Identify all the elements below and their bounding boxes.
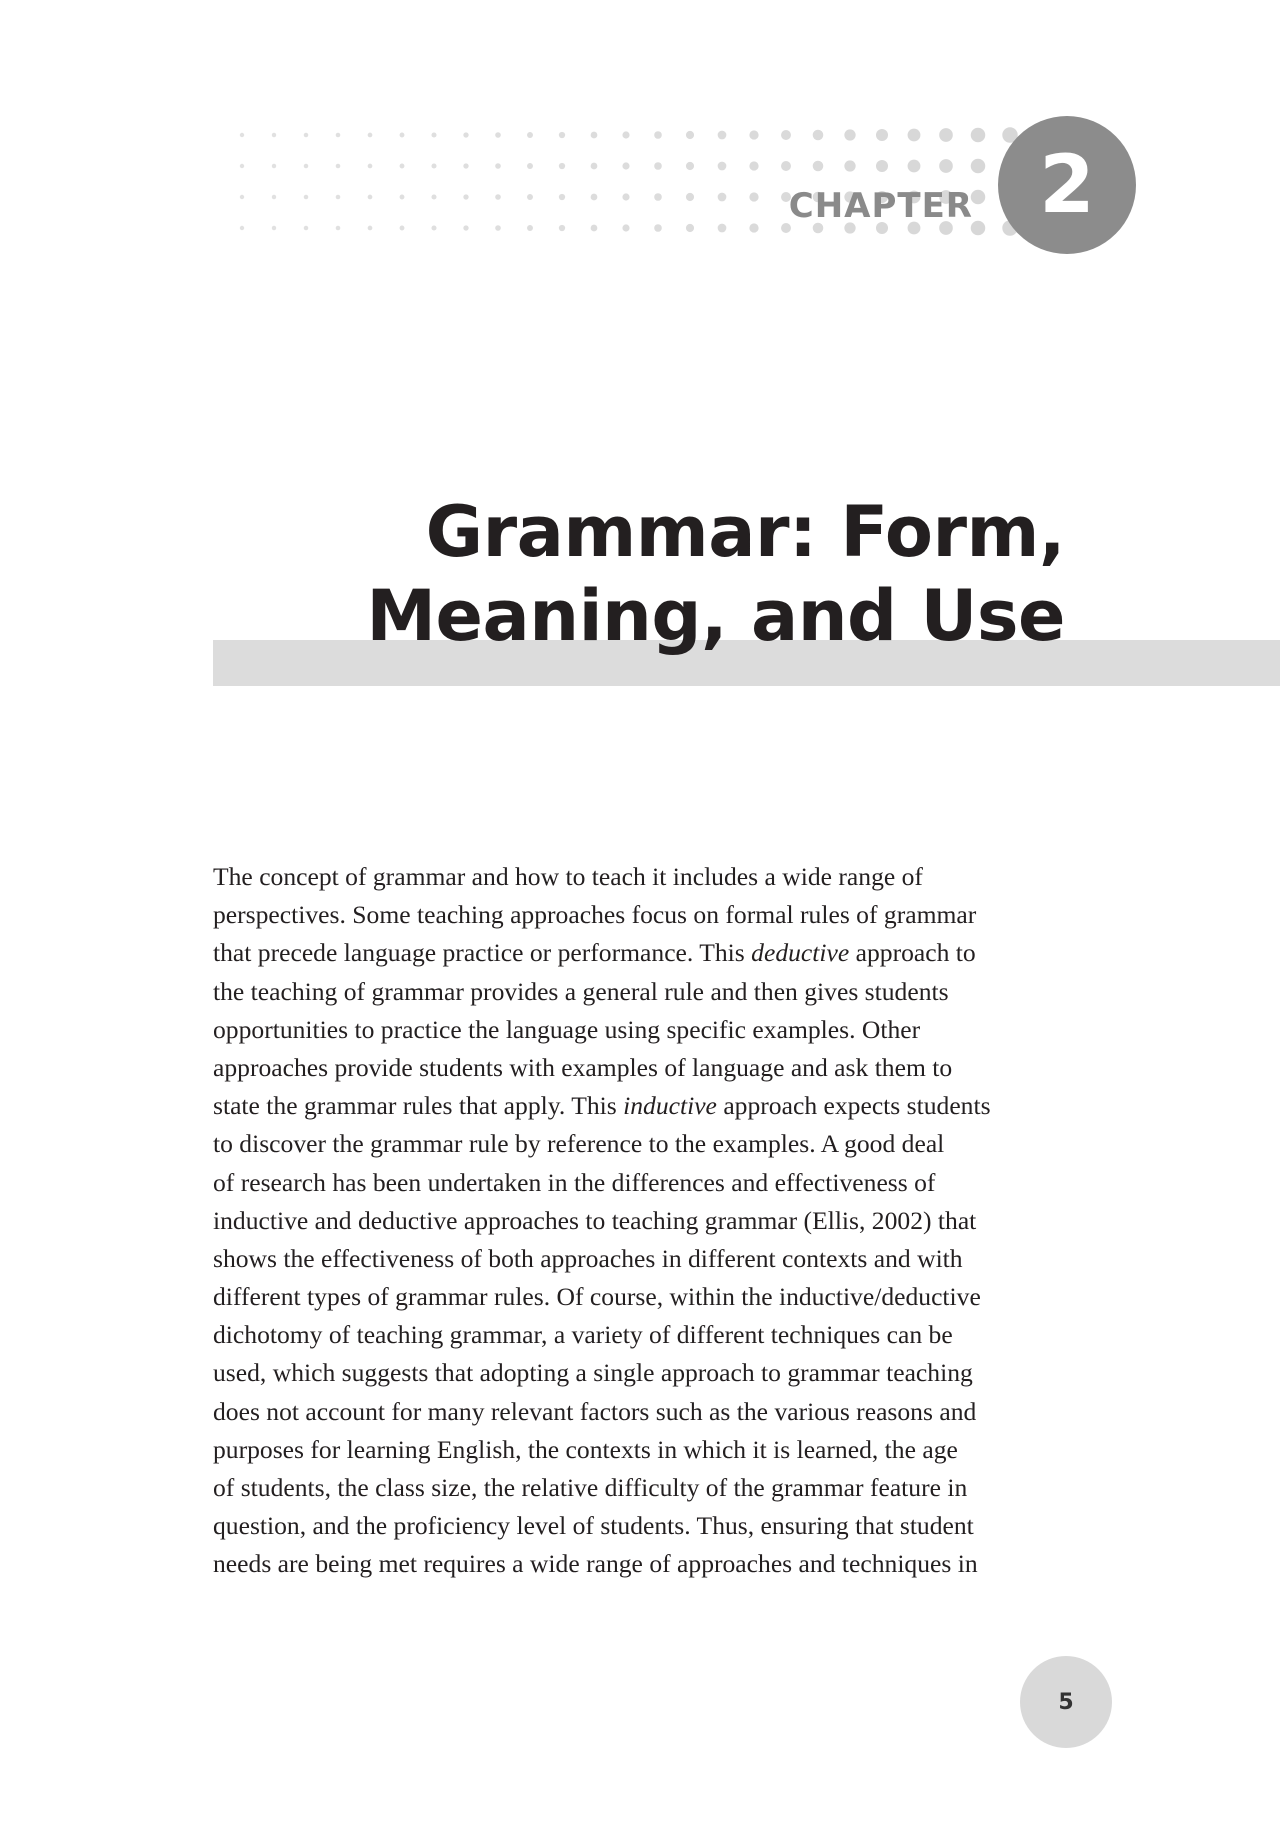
chapter-title <box>165 490 1065 658</box>
body-line <box>213 1431 1073 1469</box>
chapter-title-line-1: Grammar: Form, <box>425 491 1065 573</box>
body-line <box>213 1354 1073 1392</box>
decorative-dot <box>400 133 405 138</box>
decorative-dot <box>654 162 662 170</box>
decorative-dot <box>971 159 986 174</box>
body-line <box>213 1125 1073 1163</box>
body-line <box>213 1202 1073 1240</box>
body-text-segment: the teaching of grammar provides a general rule and then gives students <box>213 976 949 1006</box>
decorative-dot <box>908 129 921 142</box>
decorative-dot <box>559 163 565 169</box>
decorative-dot <box>559 194 565 200</box>
body-line <box>213 1507 1073 1545</box>
decorative-dot <box>939 159 953 173</box>
decorative-dot <box>495 194 501 200</box>
decorative-dot <box>559 132 565 138</box>
decorative-dot <box>400 226 405 231</box>
body-text-segment: to discover the grammar rule by reference to the examples. A good deal <box>213 1129 945 1159</box>
decorative-dot <box>272 226 276 230</box>
decorative-dot <box>718 193 727 202</box>
decorative-dot <box>336 133 341 138</box>
decorative-dot <box>654 224 662 232</box>
chapter-label: CHAPTER <box>788 186 973 226</box>
decorative-dot <box>591 163 598 170</box>
body-line <box>213 1469 1073 1507</box>
decorative-dot <box>527 132 533 138</box>
body-text-segment: perspectives. Some teaching approaches focus on formal rules of grammar <box>213 900 977 930</box>
body-line <box>213 1087 1073 1125</box>
decorative-dot <box>876 160 888 172</box>
decorative-dot <box>368 164 373 169</box>
body-text-segment: approaches provide students with examples of language and ask them to <box>213 1052 953 1082</box>
decorative-dot <box>971 128 986 143</box>
decorative-dot <box>400 164 405 169</box>
page-number: 5 <box>1058 1689 1074 1715</box>
decorative-dot <box>368 133 373 138</box>
decorative-dot <box>304 195 308 199</box>
decorative-dot <box>463 132 468 137</box>
body-text-segment: of students, the class size, the relative difficulty of the grammar feature in <box>213 1473 968 1502</box>
decorative-dot <box>240 195 244 199</box>
body-line <box>213 1049 1073 1087</box>
body-line <box>213 1011 1073 1049</box>
decorative-dot <box>336 164 341 169</box>
chapter-number: 2 <box>1039 138 1095 231</box>
body-text-segment: opportunities to practice the language using specific examples. Other <box>213 1014 921 1044</box>
decorative-dot <box>686 224 694 232</box>
decorative-dot <box>749 130 758 139</box>
decorative-dot <box>686 162 694 170</box>
body-text-segment: different types of grammar rules. Of course, within the inductive/deductive <box>213 1282 981 1312</box>
decorative-dot <box>527 225 533 231</box>
decorative-dot <box>654 193 662 201</box>
decorative-dot <box>749 192 758 201</box>
decorative-dot <box>781 161 791 171</box>
decorative-dot <box>431 194 436 199</box>
chapter-title-line-2: Meaning, and Use <box>366 575 1065 657</box>
body-text-segment: used, which suggests that adopting a single approach to grammar teaching <box>213 1358 973 1388</box>
decorative-dot <box>591 132 598 139</box>
decorative-dot <box>591 225 598 232</box>
decorative-dot <box>718 224 727 233</box>
decorative-dot <box>272 133 276 137</box>
decorative-dot <box>304 164 308 168</box>
decorative-dot <box>368 195 373 200</box>
body-text-segment: that precede language practice or performance. This <box>213 938 752 968</box>
decorative-dot <box>527 163 533 169</box>
decorative-dot <box>304 226 308 230</box>
decorative-dot <box>844 129 855 140</box>
decorative-dot <box>939 128 953 142</box>
decorative-dot <box>463 194 468 199</box>
decorative-dot <box>591 194 598 201</box>
decorative-dot <box>431 225 436 230</box>
decorative-dot <box>813 161 824 172</box>
decorative-dot <box>813 130 824 141</box>
decorative-dot <box>559 225 565 231</box>
decorative-dot <box>908 160 921 173</box>
decorative-dot <box>336 195 341 200</box>
body-text-segment: state the grammar rules that apply. This <box>213 1091 624 1121</box>
decorative-dot <box>749 223 758 232</box>
body-text-segment: approach expects students <box>716 1091 991 1121</box>
decorative-dot <box>781 130 791 140</box>
body-text-segment: dichotomy of teaching grammar, a variety of different techniques can be <box>213 1320 953 1350</box>
decorative-dot <box>431 163 436 168</box>
body-line <box>213 1164 1073 1202</box>
chapter-number-badge <box>998 116 1136 254</box>
emphasized-term: inductive <box>623 1091 717 1121</box>
body-line <box>213 1316 1073 1354</box>
decorative-dot <box>272 164 276 168</box>
decorative-dot <box>336 226 341 231</box>
decorative-dot <box>431 132 436 137</box>
decorative-dot <box>240 226 244 230</box>
decorative-dot <box>304 133 308 137</box>
body-text-segment: needs are being met requires a wide range of approaches and techniques in <box>213 1549 978 1579</box>
decorative-dot <box>686 131 694 139</box>
body-text-segment: of research has been undertaken in the differences and effectiveness of <box>213 1167 936 1197</box>
decorative-dot <box>463 163 468 168</box>
decorative-dot <box>495 132 501 138</box>
decorative-dot <box>495 163 501 169</box>
decorative-dot <box>876 129 888 141</box>
decorative-dot <box>718 162 727 171</box>
decorative-dot <box>749 161 758 170</box>
emphasized-term: deductive <box>751 938 850 968</box>
decorative-dot <box>240 133 244 137</box>
body-paragraph <box>213 858 1073 1584</box>
body-line <box>213 1545 1073 1583</box>
decorative-dot <box>622 162 629 169</box>
body-line <box>213 934 1073 972</box>
decorative-dot <box>400 195 405 200</box>
body-text-segment: inductive and deductive approaches to teaching grammar (Ellis, 2002) that <box>213 1205 977 1235</box>
decorative-dot <box>527 194 533 200</box>
decorative-dot <box>240 164 244 168</box>
body-line <box>213 1240 1073 1278</box>
decorative-dot <box>495 225 501 231</box>
page-number-badge <box>1020 1656 1112 1748</box>
decorative-dot <box>844 160 855 171</box>
body-line <box>213 1393 1073 1431</box>
body-line <box>213 858 1073 896</box>
decorative-dot <box>718 131 727 140</box>
decorative-dot <box>272 195 276 199</box>
body-line <box>213 896 1073 934</box>
body-text-segment: The concept of grammar and how to teach it includes a wide range of <box>213 862 923 891</box>
decorative-dot <box>622 224 629 231</box>
decorative-dot <box>686 193 694 201</box>
decorative-dot <box>654 131 662 139</box>
body-text-segment: does not account for many relevant factors such as the various reasons and <box>213 1396 977 1426</box>
body-text-segment: approach to <box>849 938 976 968</box>
decorative-dot <box>622 193 629 200</box>
body-line <box>213 973 1073 1011</box>
body-text-segment: purposes for learning English, the contexts in which it is learned, the age <box>213 1434 958 1464</box>
decorative-dot <box>368 226 373 231</box>
body-text-segment: shows the effectiveness of both approaches in different contexts and with <box>213 1243 963 1273</box>
decorative-dot <box>622 131 629 138</box>
decorative-dot <box>463 225 468 230</box>
body-text-segment: question, and the proficiency level of students. Thus, ensuring that student <box>213 1511 974 1541</box>
body-line <box>213 1278 1073 1316</box>
